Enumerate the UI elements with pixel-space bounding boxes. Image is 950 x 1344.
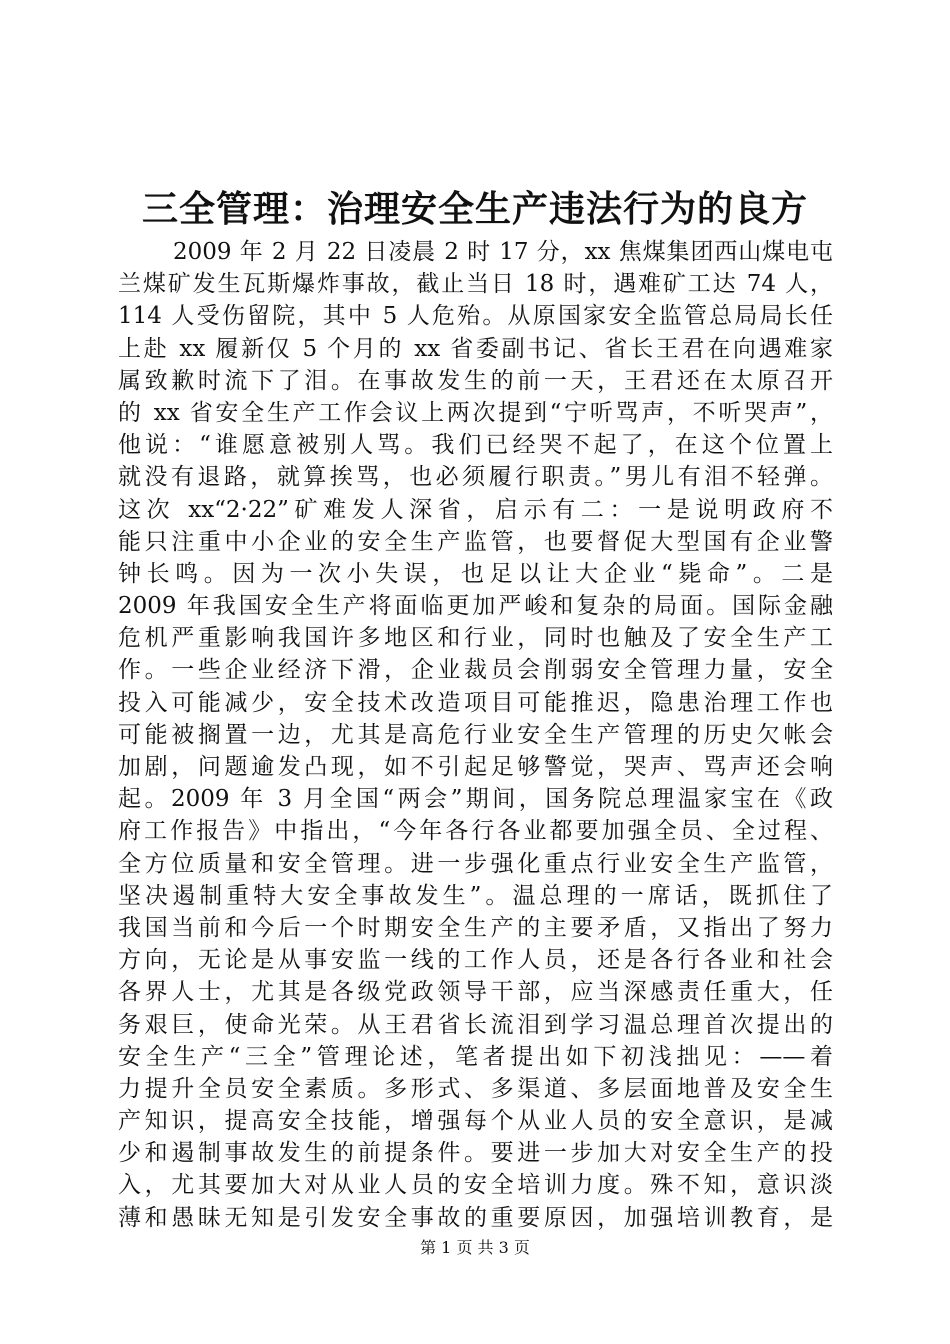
body-line: 薄和愚昧无知是引发安全事故的重要原因，加强培训教育，是 [118, 1204, 833, 1231]
body-line: 114 人受伤留院，其中 5 人危殆。从原国家安全监管总局局长任 [118, 303, 833, 330]
body-line: 全方位质量和安全管理。进一步强化重点行业安全生产监管， [118, 850, 833, 877]
body-line: 的 xx 省安全生产工作会议上两次提到“宁听骂声，不听哭声”， [118, 399, 833, 426]
body-line: 各界人士，尤其是各级党政领导干部，应当深感责任重大，任 [118, 979, 833, 1006]
body-line: 安全生产“三全”管理论述，笔者提出如下初浅拙见：——着 [118, 1043, 833, 1070]
body-line: 上赴 xx 履新仅 5 个月的 xx 省委副书记、省长王君在向遇难家 [118, 335, 833, 362]
body-line: 坚决遏制重特大安全事故发生”。温总理的一席话，既抓住了 [118, 882, 833, 909]
body-line: 府工作报告》中指出，“今年各行各业都要加强全员、全过程、 [118, 818, 833, 845]
body-line: 入，尤其要加大对从业人员的安全培训力度。殊不知，意识淡 [118, 1172, 833, 1199]
body-line: 兰煤矿发生瓦斯爆炸事故，截止当日 18 时，遇难矿工达 74 人， [118, 271, 833, 298]
body-line: 起。2009 年 3 月全国“两会”期间，国务院总理温家宝在《政 [118, 786, 833, 813]
body-line: 能只注重中小企业的安全生产监管，也要督促大型国有企业警 [118, 528, 833, 555]
body-line: 他说：“谁愿意被别人骂。我们已经哭不起了，在这个位置上 [118, 432, 833, 459]
body-line: 作。一些企业经济下滑，企业裁员会削弱安全管理力量，安全 [118, 657, 833, 684]
body-line: 2009 年 2 月 22 日凌晨 2 时 17 分，xx 焦煤集团西山煤电屯 [173, 239, 833, 265]
body-line: 少和遏制事故发生的前提条件。要进一步加大对安全生产的投 [118, 1140, 833, 1167]
body-line: 务艰巨，使命光荣。从王君省长流泪到学习温总理首次提出的 [118, 1011, 833, 1038]
body-line: 加剧，问题逾发凸现，如不引起足够警觉，哭声、骂声还会响 [118, 754, 833, 780]
body-line: 2009 年我国安全生产将面临更加严峻和复杂的局面。国际金融 [118, 593, 833, 620]
body-line: 就没有退路，就算挨骂，也必须履行职责。”男儿有泪不轻弹。 [118, 464, 833, 491]
body-line: 属致歉时流下了泪。在事故发生的前一天，王君还在太原召开 [118, 367, 833, 394]
body-line: 这次 xx“2·22”矿难发人深省，启示有二：一是说明政府不 [118, 496, 833, 523]
body-line: 力提升全员安全素质。多形式、多渠道、多层面地普及安全生 [118, 1075, 833, 1102]
body-line: 可能被搁置一边，尤其是高危行业安全生产管理的历史欠帐会 [118, 721, 833, 748]
body-line: 投入可能减少，安全技术改造项目可能推迟，隐患治理工作也 [118, 689, 833, 716]
document-body [118, 236, 833, 1234]
page-footer: 第 1 页 共 3 页 [420, 1238, 530, 1257]
body-line: 我国当前和今后一个时期安全生产的主要矛盾，又指出了努力 [118, 914, 833, 941]
body-line: 危机严重影响我国许多地区和行业，同时也触及了安全生产工 [118, 625, 833, 652]
body-line: 产知识，提高安全技能，增强每个从业人员的安全意识，是减 [118, 1108, 833, 1135]
body-line: 钟长鸣。因为一次小失误，也足以让大企业“毙命”。二是 [118, 560, 833, 587]
body-line: 方向，无论是从事安监一线的工作人员，还是各行各业和社会 [118, 947, 833, 974]
page-title: 三全管理：治理安全生产违法行为的良方 [141, 188, 808, 230]
